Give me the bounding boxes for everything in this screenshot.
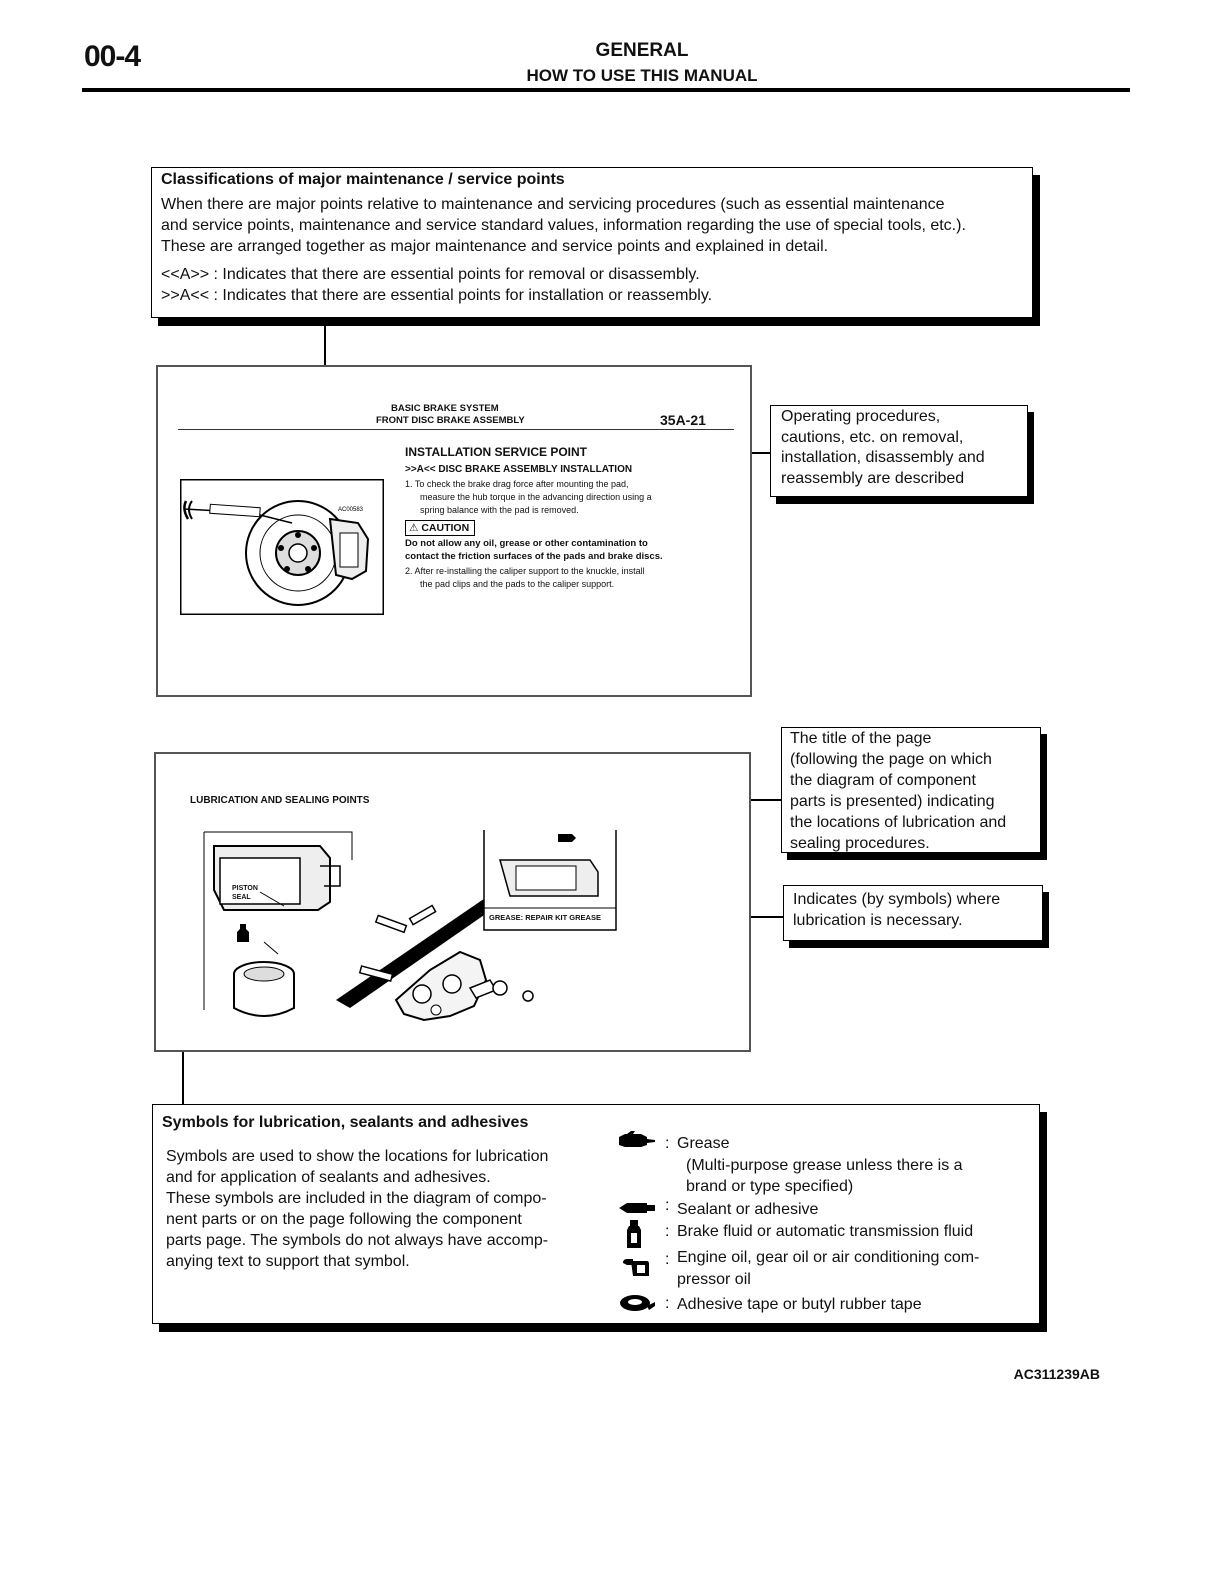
callout-line: reassembly are described (781, 469, 965, 487)
step-line: 2. After re-installing the caliper support to the knuckle, install (405, 566, 645, 576)
legend-colon: : (665, 1197, 670, 1214)
legend-grease-note: brand or type specified) (686, 1178, 854, 1195)
body-line: nent parts or on the page following the component (166, 1211, 522, 1228)
legend-tape-label: Adhesive tape or butyl rubber tape (677, 1296, 922, 1313)
body-line: These are arranged together as major maintenance and service points and explained in detail. (161, 238, 829, 255)
box-title: Classifications of major maintenance / service points (161, 171, 565, 188)
legend-oil-label: pressor oil (677, 1271, 751, 1288)
brake-fluid-bottle-icon (625, 1219, 643, 1249)
symbols-box (152, 1104, 1040, 1324)
body-line: and for application of sealants and adhesives. (166, 1169, 491, 1186)
legend-colon: : (665, 1135, 670, 1152)
callout-line: cautions, etc. on removal, (781, 428, 964, 446)
step-line: measure the hub torque in the advancing direction using a (420, 492, 652, 502)
tape-roll-icon (617, 1292, 657, 1314)
caution-line: Do not allow any oil, grease or other contamination to (405, 538, 648, 549)
example-group-title: BASIC BRAKE SYSTEM (391, 403, 499, 414)
section-title: GENERAL (595, 40, 689, 61)
header-rule (82, 88, 1130, 92)
legend-colon: : (665, 1223, 670, 1240)
grease-spec-label: GREASE: REPAIR KIT GREASE (489, 913, 601, 922)
figure-code: AC00583 (338, 507, 364, 513)
legend-sealant-label: Sealant or adhesive (677, 1201, 819, 1218)
legend-oil-label: Engine oil, gear oil or air conditioning com- (677, 1249, 980, 1266)
example-subheading: >>A<< DISC BRAKE ASSEMBLY INSTALLATION (405, 464, 633, 475)
sealant-tube-icon (617, 1200, 657, 1216)
seal-label: SEAL (232, 894, 251, 901)
step-line: 1. To check the brake drag force after mounting the pad, (405, 479, 629, 489)
step-line: the pad clips and the pads to the caliper support. (420, 579, 615, 589)
page-number: 00-4 (84, 40, 141, 73)
step-line: spring balance with the pad is removed. (420, 505, 579, 515)
callout-line: Indicates (by symbols) where (793, 891, 1001, 908)
example-header-rule (178, 429, 734, 430)
callout-line: the locations of lubrication and (790, 814, 1007, 831)
section-subtitle: HOW TO USE THIS MANUAL (526, 66, 758, 85)
caution-label: CAUTION (421, 522, 470, 534)
legend-colon: : (665, 1251, 670, 1268)
grease-gun-icon (617, 1131, 657, 1151)
body-line: parts page. The symbols do not always have accomp- (166, 1232, 549, 1249)
body-line: anying text to support that symbol. (166, 1253, 410, 1270)
example-heading: INSTALLATION SERVICE POINT (405, 445, 588, 459)
figure-code: AC311239AB (1013, 1366, 1100, 1382)
callout-line: The title of the page (790, 730, 932, 747)
callout-line: installation, disassembly and (781, 449, 985, 466)
example-page-lubrication (154, 752, 751, 1052)
caliper-exploded-illustration (200, 830, 740, 1050)
warning-triangle-icon: ⚠ (409, 522, 419, 534)
legend-grease-note: (Multi-purpose grease unless there is a (686, 1157, 963, 1174)
maintenance-points-box (151, 167, 1033, 318)
callout-line: parts is presented) indicating (790, 793, 995, 810)
caution-line: contact the friction surfaces of the pads and brake discs. (405, 551, 663, 562)
brake-disc-illustration (180, 479, 384, 615)
lubrication-title-callout (781, 727, 1041, 853)
installation-marker-line: >>A<< : Indicates that there are essential points for installation or reassembly. (161, 287, 713, 304)
callout-line: Operating procedures, (781, 408, 941, 425)
callout-line: the diagram of component (790, 772, 976, 789)
callout-line: (following the page on which (790, 751, 992, 768)
oil-can-icon (621, 1257, 651, 1279)
box-title: Symbols for lubrication, sealants and adhesives (162, 1114, 529, 1131)
body-line: When there are major points relative to maintenance and servicing procedures (such as essential maintenance (161, 196, 945, 213)
symbols-location-callout (783, 885, 1043, 941)
legend-grease-label: Grease (677, 1135, 730, 1152)
callout-line: lubrication is necessary. (793, 912, 963, 929)
example-page-title: FRONT DISC BRAKE ASSEMBLY (376, 415, 525, 426)
lubrication-heading: LUBRICATION AND SEALING POINTS (190, 795, 370, 806)
body-line: and service points, maintenance and service standard values, information regarding the use of special tools, etc.). (161, 217, 966, 234)
piston-label: PISTON (232, 885, 258, 892)
example-page-code: 35A-21 (660, 412, 706, 428)
callout-line: sealing procedures. (790, 835, 930, 852)
body-line: Symbols are used to show the locations for lubrication (166, 1148, 549, 1165)
legend-brake-fluid-label: Brake fluid or automatic transmission fluid (677, 1223, 974, 1240)
legend-colon: : (665, 1295, 670, 1312)
removal-marker-line: <<A>> : Indicates that there are essential points for removal or disassembly. (161, 266, 700, 283)
example-page-installation (156, 365, 752, 697)
operating-procedures-callout (770, 405, 1028, 497)
body-line: These symbols are included in the diagram of compo- (166, 1190, 547, 1207)
caution-badge (405, 520, 475, 536)
